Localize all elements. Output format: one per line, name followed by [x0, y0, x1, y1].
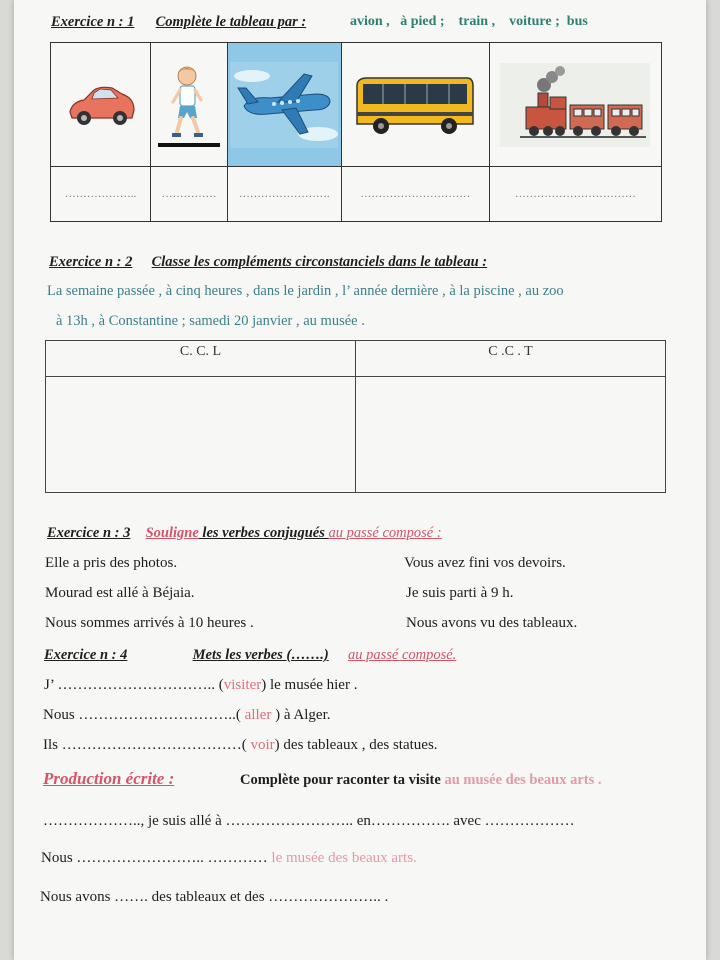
ex4-blank[interactable]: J’ ………………………….. — [44, 677, 215, 693]
ex3-sentence[interactable]: Je suis parti à 9 h. — [406, 585, 514, 601]
ex1-image-cell — [51, 43, 151, 167]
walking-child-image — [154, 60, 224, 150]
ex4-rest: des tableaux , des statues. — [279, 737, 438, 753]
bus-image — [353, 72, 477, 138]
ex2-phrase-line-2: à 13h , à Constantine ; samedi 20 janvier , au musée . — [56, 313, 365, 329]
ex4-title — [44, 647, 456, 664]
ex1-answer-blank[interactable]: …………… — [151, 167, 228, 222]
ex1-word: à pied ; — [400, 14, 445, 29]
ex1-word: voiture ; — [509, 14, 560, 29]
ex1-table — [50, 42, 662, 222]
ex4-paren: ( — [235, 707, 245, 723]
ex3-sentence[interactable]: Elle a pris des photos. — [45, 555, 178, 571]
ex4-rest: à Alger. — [280, 707, 331, 723]
ex4-rest: le musée hier . — [266, 677, 358, 693]
ex1-word: train , — [458, 14, 496, 29]
production-line-2-pink: le musée des beaux arts. — [267, 850, 417, 866]
ex1-image-cell — [151, 43, 228, 167]
ex4-paren: ( — [214, 677, 224, 693]
ex4-blank[interactable]: Ils ……………………………… — [43, 737, 242, 753]
airplane-image — [230, 62, 338, 148]
ex1-image-row — [51, 43, 662, 167]
ex1-answer-row — [51, 167, 662, 222]
ex1-answer-blank[interactable]: ……………….. — [51, 167, 151, 222]
ex1-title — [51, 14, 306, 31]
ex4-paren: ) — [261, 677, 267, 693]
ex2-col-ccl: C. C. L — [46, 341, 356, 377]
ex2-answer-cct[interactable] — [356, 377, 666, 493]
ex2-phrase-line-1: La semaine passée , à cinq heures , dans le jardin , l’ année dernière , à la piscine , au zoo — [47, 283, 564, 299]
ex1-image-cell — [489, 43, 661, 167]
ex1-instruction: Complète le tableau par : — [155, 14, 307, 30]
ex4-instruction: Mets les verbes (…….) — [192, 647, 329, 663]
ex4-line[interactable] — [44, 677, 357, 694]
ex3-title — [47, 525, 442, 542]
ex4-verb: aller — [244, 707, 272, 723]
ex3-passe: au passé composé : — [328, 525, 442, 541]
ex1-word: bus — [566, 14, 588, 29]
ex3-sentence[interactable]: Nous sommes arrivés à 10 heures . — [45, 615, 254, 631]
production-line-1[interactable]: ……………….., je suis allé à …………………….. en……………. avec ……………… — [43, 813, 575, 829]
ex1-word-list — [350, 14, 588, 30]
ex3-sentence[interactable]: Vous avez fini vos devoirs. — [404, 555, 566, 571]
ex2-instruction: Classe les compléments circonstanciels dans le tableau : — [151, 254, 488, 270]
ex3-sentence[interactable]: Nous avons vu des tableaux. — [406, 615, 578, 631]
ex2-title — [49, 254, 487, 271]
car-image — [64, 80, 138, 130]
production-label: Production écrite : — [43, 769, 175, 788]
ex1-answer-blank[interactable]: ……………………. — [227, 167, 341, 222]
ex2-table — [45, 340, 666, 493]
ex4-passe: au passé composé. — [347, 647, 457, 663]
production-line-2-start[interactable]: Nous …………………….. ………… — [41, 850, 268, 866]
ex2-answer-ccl[interactable] — [46, 377, 356, 493]
ex3-souligne: Souligne — [145, 525, 199, 541]
ex4-verb: voir — [250, 737, 275, 753]
ex4-paren: ) — [274, 737, 280, 753]
ex2-label: Exercice n : 2 — [49, 254, 133, 270]
ex2-header-row — [46, 341, 666, 377]
ex1-image-cell — [341, 43, 489, 167]
ex2-col-cct: C .C . T — [356, 341, 666, 377]
ex4-label: Exercice n : 4 — [44, 647, 128, 663]
ex1-answer-blank[interactable]: ………………………… — [341, 167, 489, 222]
train-image — [500, 63, 650, 147]
ex1-word: avion , — [350, 14, 390, 29]
ex4-blank[interactable]: Nous ………………………….. — [43, 707, 236, 723]
production-instruction — [240, 772, 602, 789]
ex1-image-cell — [227, 43, 341, 167]
ex4-verb: visiter — [223, 677, 262, 693]
ex4-line[interactable] — [43, 707, 330, 724]
ex1-answer-blank[interactable]: …………………………… — [489, 167, 661, 222]
ex3-instruction: les verbes conjugués — [198, 525, 329, 541]
ex2-answer-row — [46, 377, 666, 493]
worksheet-page — [14, 0, 706, 960]
production-topic: au musée des beaux arts . — [444, 772, 602, 788]
production-title — [43, 769, 174, 789]
ex4-paren: ) — [271, 707, 281, 723]
ex1-label: Exercice n : 1 — [51, 14, 135, 30]
ex3-sentence[interactable]: Mourad est allé à Béjaia. — [45, 585, 195, 601]
production-instruction-text: Complète pour raconter ta visite — [240, 772, 441, 788]
production-line-3[interactable]: Nous avons ……. des tableaux et des ………………….. . — [40, 889, 389, 905]
ex4-paren: ( — [241, 737, 251, 753]
ex3-label: Exercice n : 3 — [47, 525, 131, 541]
production-line-2[interactable] — [41, 850, 417, 867]
ex4-line[interactable] — [43, 737, 438, 754]
